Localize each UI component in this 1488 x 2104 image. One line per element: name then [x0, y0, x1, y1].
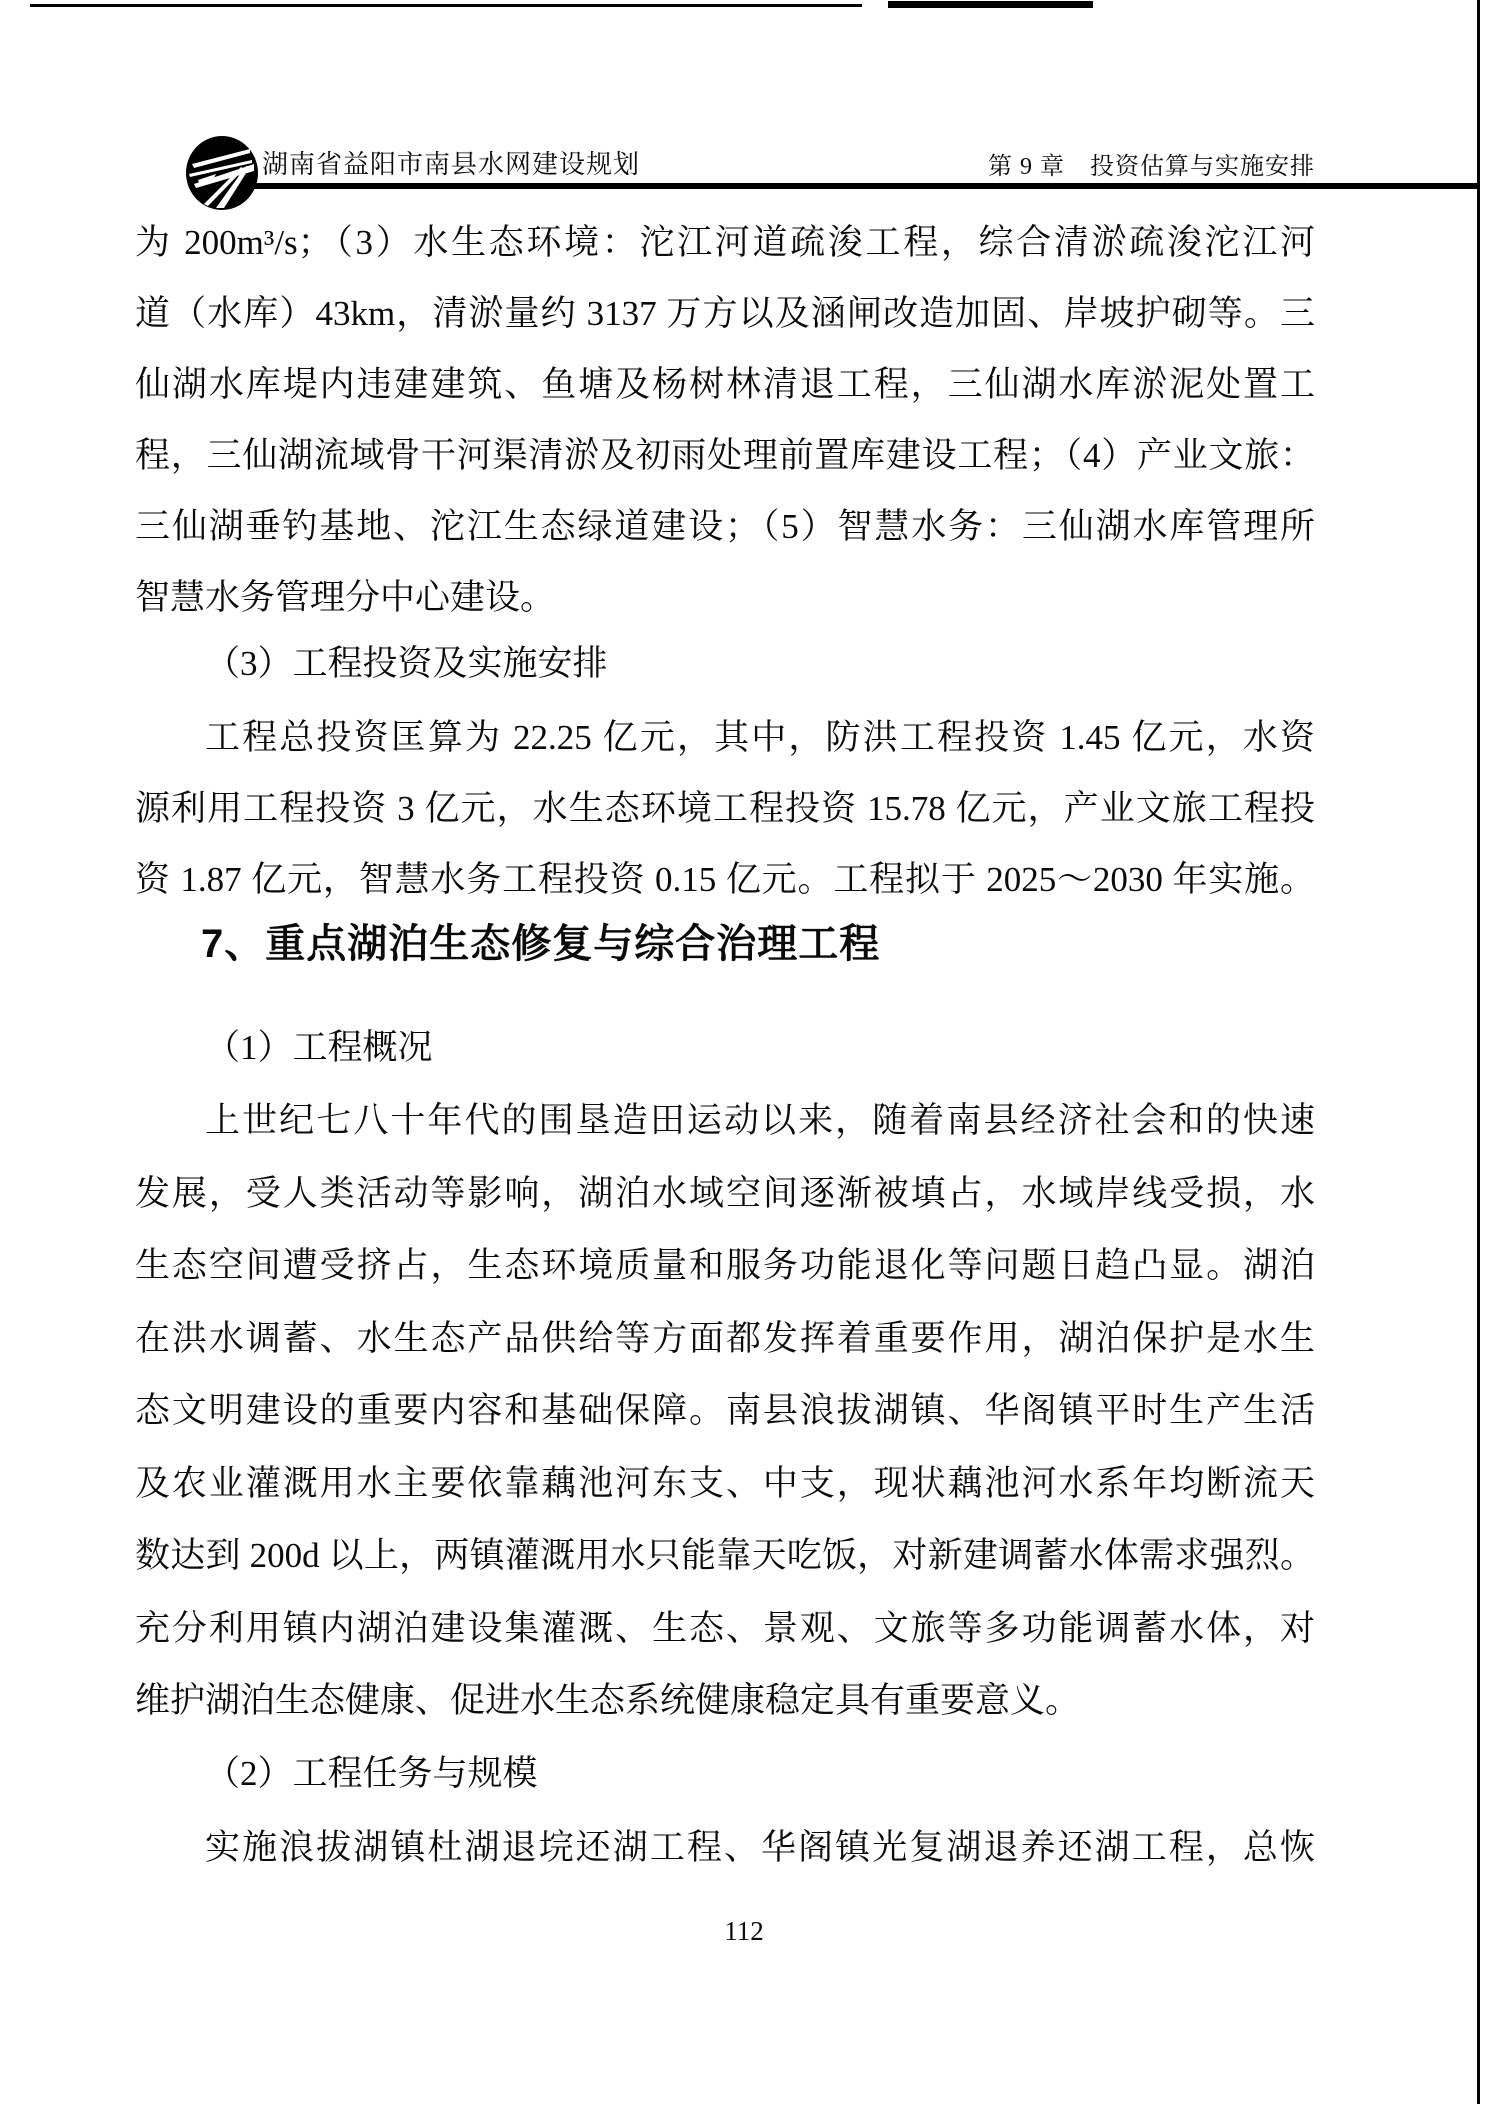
subheading-line: （2）工程任务与规模	[205, 1754, 538, 1793]
body-line: 上世纪七八十年代的围垦造田运动以来，随着南县经济社会和的快速	[205, 1101, 1315, 1140]
paragraph-1	[135, 207, 1315, 633]
subheading-line: （1）工程概况	[205, 1028, 433, 1067]
scan-artifact-right-border	[1477, 0, 1480, 2104]
body-line: 资 1.87 亿元，智慧水务工程投资 0.15 亿元。工程拟于 2025～2030 年实施。	[135, 860, 1315, 899]
body-line: 在洪水调蓄、水生态产品供给等方面都发挥着重要作用，湖泊保护是水生	[135, 1318, 1315, 1358]
body-line: 态文明建设的重要内容和基础保障。南县浪拔湖镇、华阁镇平时生产生活	[135, 1391, 1315, 1430]
body-line: 为 200m³/s；（3）水生态环境：沱江河道疏浚工程，综合清淤疏浚沱江河	[135, 223, 1315, 262]
body-line: 仙湖水库堤内违建建筑、鱼塘及杨树林清退工程，三仙湖水库淤泥处置工	[135, 365, 1315, 404]
body-line: 充分利用镇内湖泊建设集灌溉、生态、景观、文旅等多功能调蓄水体，对	[135, 1608, 1315, 1648]
subheading-tasks	[135, 1738, 1315, 1809]
body-line: 程，三仙湖流域骨干河渠清淤及初雨处理前置库建设工程；（4）产业文旅：	[135, 436, 1315, 475]
subheading-investment	[135, 628, 1315, 699]
section-heading-7: 7、重点湖泊生态修复与综合治理工程	[201, 922, 881, 966]
body-line: 维护湖泊生态健康、促进水生态系统健康稳定具有重要意义。	[135, 1681, 1081, 1720]
body-line: 三仙湖垂钓基地、沱江生态绿道建设；（5）智慧水务：三仙湖水库管理所	[135, 507, 1315, 546]
body-line: 智慧水务管理分中心建设。	[135, 578, 556, 617]
scan-artifact-top-bar	[888, 1, 1093, 8]
body-line: 实施浪拔湖镇杜湖退垸还湖工程、华阁镇光复湖退养还湖工程，总恢	[205, 1828, 1315, 1867]
roads-globe-logo-icon	[186, 136, 258, 210]
body-line: 道（水库）43km，清淤量约 3137 万方以及涵闸改造加固、岸坡护砌等。三	[135, 294, 1315, 333]
scan-artifact-top-line	[30, 4, 862, 7]
body-line: 发展，受人类活动等影响，湖泊水域空间逐渐被填占，水域岸线受损，水	[135, 1173, 1315, 1213]
header-right-title: 第 9 章 投资估算与实施安排	[988, 154, 1315, 180]
subheading-overview	[135, 1012, 1315, 1083]
paragraph-2	[135, 702, 1315, 915]
paragraph-4	[135, 1812, 1315, 1883]
body-line: 数达到 200d 以上，两镇灌溉用水只能靠天吃饭，对新建调蓄水体需求强烈。	[135, 1536, 1315, 1575]
page-number: 112	[724, 1916, 764, 1946]
header-rule	[248, 183, 1480, 189]
subheading-line: （3）工程投资及实施安排	[205, 644, 608, 683]
header-left-title: 湖南省益阳市南县水网建设规划	[262, 150, 641, 179]
body-line: 源利用工程投资 3 亿元，水生态环境工程投资 15.78 亿元，产业文旅工程投	[135, 789, 1315, 828]
paragraph-3	[135, 1085, 1315, 1738]
body-line: 工程总投资匡算为 22.25 亿元，其中，防洪工程投资 1.45 亿元，水资	[205, 718, 1315, 757]
body-line: 生态空间遭受挤占，生态环境质量和服务功能退化等问题日趋凸显。湖泊	[135, 1246, 1315, 1285]
body-line: 及农业灌溉用水主要依靠藕池河东支、中支，现状藕池河水系年均断流天	[135, 1463, 1315, 1503]
